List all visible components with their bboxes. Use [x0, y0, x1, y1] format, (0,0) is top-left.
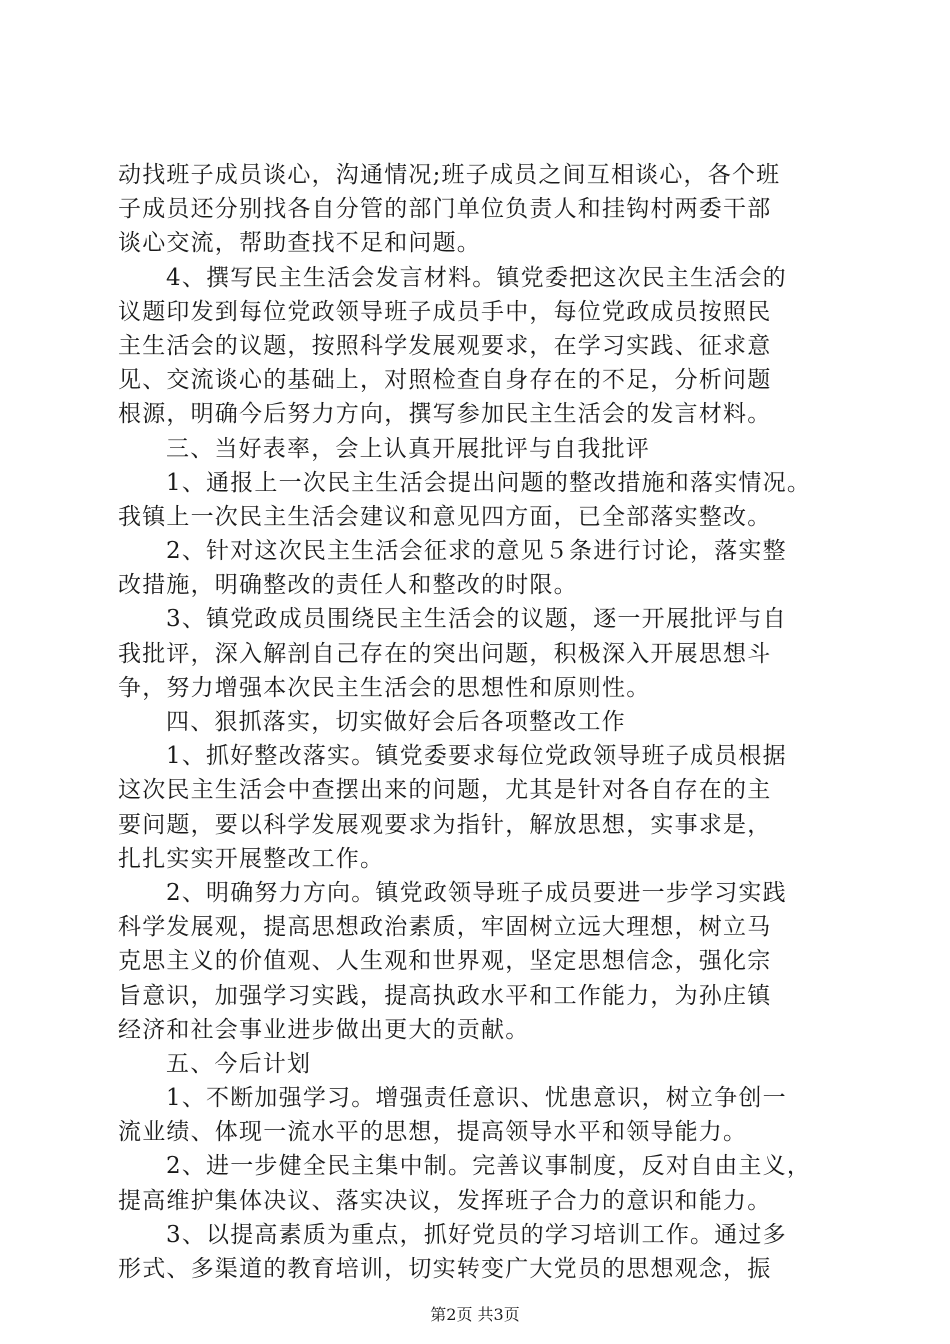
text-line: 3、以提高素质为重点，抓好党员的学习培训工作。通过多	[166, 1221, 787, 1248]
text-line: 要问题，要以科学发展观要求为指针，解放思想，实事求是，	[118, 811, 772, 838]
text-line: 1、抓好整改落实。镇党委要求每位党政领导班子成员根据	[166, 743, 787, 770]
text-line: 五、今后计划	[166, 1050, 312, 1077]
text-line: 改措施，明确整改的责任人和整改的时限。	[118, 572, 578, 599]
text-line: 根源，明确今后努力方向，撰写参加民主生活会的发言材料。	[118, 401, 772, 428]
text-line: 科学发展观，提高思想政治素质，牢固树立远大理想，树立马	[118, 914, 772, 941]
text-line: 扎扎实实开展整改工作。	[118, 845, 385, 872]
text-line: 旨意识，加强学习实践，提高执政水平和工作能力，为孙庄镇	[118, 982, 772, 1009]
text-line: 议题印发到每位党政领导班子成员手中，每位党政成员按照民	[118, 298, 772, 325]
text-line: 见、交流谈心的基础上，对照检查自身存在的不足，分析问题	[118, 367, 772, 394]
text-line: 流业绩、体现一流水平的思想，提高领导水平和领导能力。	[118, 1119, 748, 1146]
text-line: 形式、多渠道的教育培训，切实转变广大党员的思想观念，振	[118, 1256, 772, 1282]
text-line: 这次民主生活会中查摆出来的问题，尤其是针对各自存在的主	[118, 777, 772, 804]
text-line: 1、通报上一次民主生活会提出问题的整改措施和落实情况。	[166, 469, 812, 496]
text-line: 主生活会的议题，按照科学发展观要求，在学习实践、征求意	[118, 332, 772, 359]
text-line: 2、明确努力方向。镇党政领导班子成员要进一步学习实践	[166, 879, 787, 906]
text-line: 2、进一步健全民主集中制。完善议事制度，反对自由主义，	[166, 1153, 812, 1180]
text-line: 3、镇党政成员围绕民主生活会的议题，逐一开展批评与自	[166, 606, 787, 633]
page-footer: 第2页 共3页	[430, 1305, 520, 1324]
text-line: 动找班子成员谈心，沟通情况;班子成员之间互相谈心，各个班	[118, 162, 781, 188]
document-body	[118, 158, 838, 1286]
text-line: 1、不断加强学习。增强责任意识、忧患意识，树立争创一	[166, 1085, 787, 1112]
text-line: 提高维护集体决议、落实决议，发挥班子合力的意识和能力。	[118, 1187, 772, 1214]
text-line: 我批评，深入解剖自己存在的突出问题，积极深入开展思想斗	[118, 640, 772, 667]
text-line: 克思主义的价值观、人生观和世界观，坚定思想信念，强化宗	[118, 948, 772, 975]
text-line: 争，努力增强本次民主生活会的思想性和原则性。	[118, 674, 651, 701]
text-line: 四、狠抓落实，切实做好会后各项整改工作	[166, 709, 626, 735]
text-line: 我镇上一次民主生活会建议和意见四方面，已全部落实整改。	[118, 503, 772, 530]
text-line: 4、撰写民主生活会发言材料。镇党委把这次民主生活会的	[166, 264, 787, 291]
text-line: 三、当好表率，会上认真开展批评与自我批评	[166, 435, 650, 462]
text-line: 子成员还分别找各自分管的部门单位负责人和挂钩村两委干部	[118, 196, 772, 223]
text-line: 2、针对这次民主生活会征求的意见５条进行讨论，落实整	[166, 538, 787, 565]
text-line: 经济和社会事业进步做出更大的贡献。	[118, 1016, 530, 1043]
text-line: 谈心交流，帮助查找不足和问题。	[118, 230, 481, 257]
